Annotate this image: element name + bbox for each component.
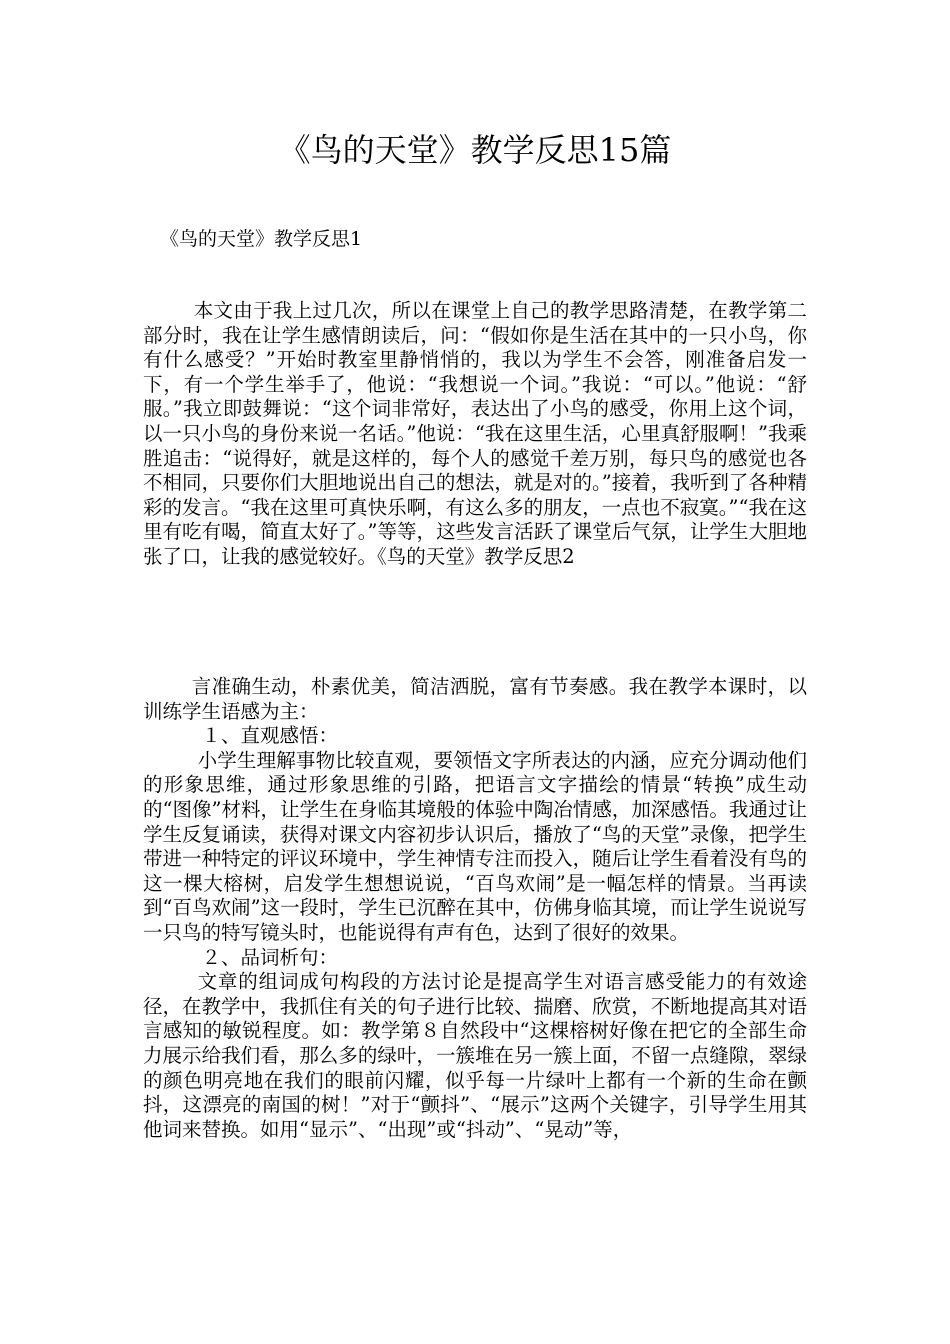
- section-heading-1: 《鸟的天堂》教学反思1: [160, 228, 363, 250]
- paragraph-2: 言准确生动，朴素优美，简洁洒脱，富有节奏感。我在教学本课时，以训练学生语感为主：: [143, 675, 807, 723]
- section-2-body: [143, 675, 807, 1142]
- list-item-1-heading: １、直观感悟：: [201, 724, 339, 748]
- document-title: 《鸟的天堂》教学反思15篇: [278, 131, 672, 169]
- list-item-2-heading: ２、品词析句：: [201, 945, 339, 969]
- list-item-2-text: 文章的组词成句构段的方法讨论是提高学生对语言感受能力的有效途径，在教学中，我抓住有关的句子进行比较、揣磨、欣赏，不断地提高其对语言感知的敏锐程度。如：教学第８自然段中“这棵榕树好像在把它的全部生命力展示给我们看，那么多的绿叶，一簇堆在另一簇上面，不留一点缝隙，翠绿的颜色明亮地在我们的眼前闪耀，似乎每一片绿叶上都有一个新的生命在颤抖，这漂亮的南国的树！”对于“颤抖”、“展示”这两个关键字，引导学生用其他词来替换。如用“显示”、“出现”或“抖动”、“晃动”等，: [143, 970, 807, 1141]
- section-1-body: [143, 299, 807, 570]
- paragraph-1: 本文由于我上过几次，所以在课堂上自己的教学思路清楚，在教学第二部分时，我在让学生感情朗读后，问：“假如你是生活在其中的一只小鸟，你有什么感受？”开始时教室里静悄悄的，我以为学生不会答，刚准备启发一下，有一个学生举手了，他说：“我想说一个词。”我说：“可以。”他说：“舒服。”我立即鼓舞说：“这个词非常好，表达出了小鸟的感受，你用上这个词，以一只小鸟的身份来说一名话。”他说：“我在这里生活，心里真舒服啊！”我乘胜追击：“说得好，就是这样的，每个人的感觉千差万别，每只鸟的感觉也各不相同，只要你们大胆地说出自己的想法，就是对的。”接着，我听到了各种精彩的发言。“我在这里可真快乐啊，有这么多的朋友，一点也不寂寞。”“我在这里有吃有喝，简直太好了。”等等，这些发言活跃了课堂后气氛，让学生大胆地张了口，让我的感觉较好。《鸟的天堂》教学反思2: [143, 299, 807, 568]
- list-item-1-text: 小学生理解事物比较直观，要领悟文字所表达的内涵，应充分调动他们的形象思维，通过形象思维的引路，把语言文字描绘的情景“转换”成生动的“图像”材料，让学生在身临其境般的体验中陶冶情感，加深感悟。我通过让学生反复诵读，获得对课文内容初步认识后，播放了“鸟的天堂”录像，把学生带进一种特定的评议环境中，学生神情专注而投入，随后让学生看着没有鸟的这一棵大榕树，启发学生想想说说，“百鸟欢闹”是一幅怎样的情景。当再读到“百鸟欢闹”这一段时，学生已沉醉在其中，仿佛身临其境，而让学生说说写一只鸟的特写镜头时，也能说得有声有色，达到了很好的效果。: [143, 748, 807, 944]
